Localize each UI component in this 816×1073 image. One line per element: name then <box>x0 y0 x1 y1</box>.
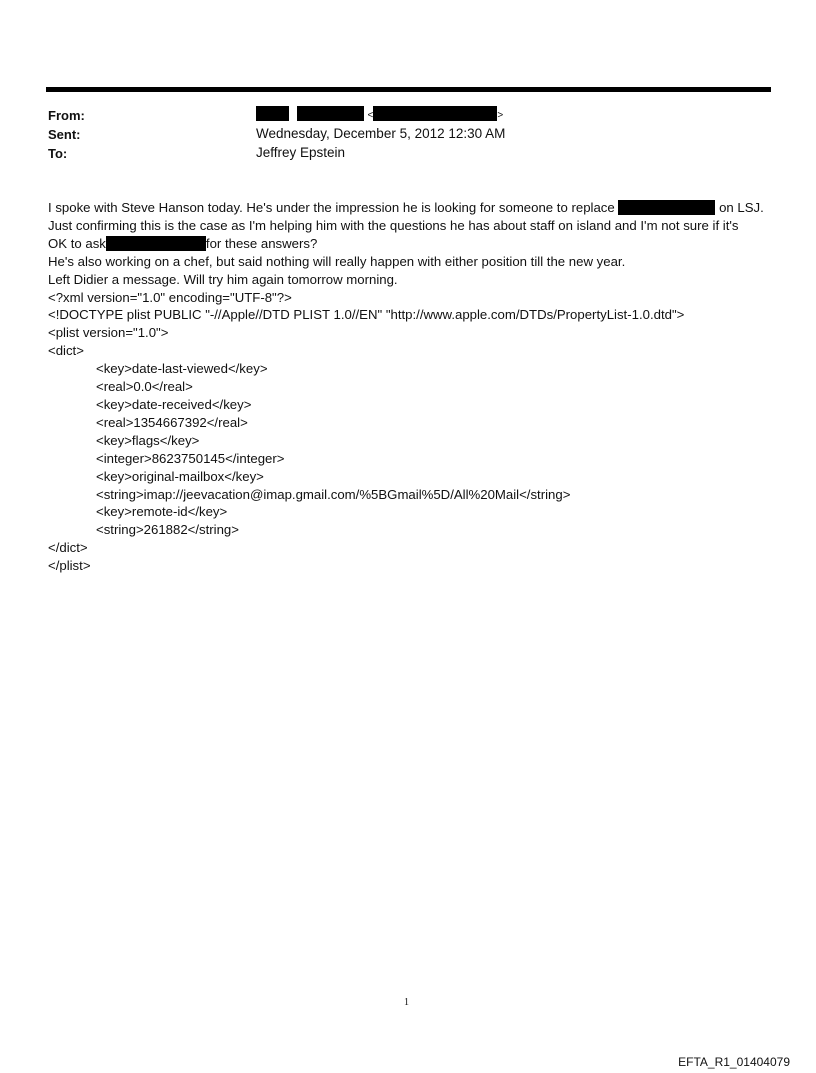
header-rule <box>46 87 771 92</box>
xml-line: <key>remote-id</key> <box>96 504 228 520</box>
xml-line: <plist version="1.0"> <box>48 325 169 341</box>
xml-line: <!DOCTYPE plist PUBLIC "-//Apple//DTD PLIST 1.0//EN" "http://www.apple.com/DTDs/PropertyList-1.0.dtd"> <box>48 307 685 323</box>
xml-line: <string>imap://jeevacation@imap.gmail.com/%5BGmail%5D/All%20Mail</string> <box>96 486 571 502</box>
redaction-box <box>297 106 364 121</box>
page-number: 1 <box>404 997 409 1008</box>
xml-line: <string>261882</string> <box>96 522 239 538</box>
email-close-bracket: > <box>497 110 504 121</box>
xml-line: <integer>8623750145</integer> <box>96 450 285 466</box>
xml-line: </dict> <box>48 540 88 556</box>
document-id: EFTA_R1_01404079 <box>678 1055 790 1069</box>
xml-line: <real>1354667392</real> <box>96 414 248 430</box>
body-line: I spoke with Steve Hanson today. He's under the impression he is looking for someone to replace on LSJ. <box>48 200 764 215</box>
redaction-box <box>373 106 497 121</box>
redaction-box <box>106 236 206 251</box>
sent-label: Sent: <box>48 127 81 142</box>
xml-line: <key>flags</key> <box>96 432 200 448</box>
xml-line: <?xml version="1.0" encoding="UTF-8"?> <box>48 289 292 305</box>
redaction-box <box>256 106 289 121</box>
body-line: Left Didier a message. Will try him again tomorrow morning. <box>48 271 398 287</box>
xml-line: <key>date-received</key> <box>96 396 252 412</box>
to-label: To: <box>48 146 68 161</box>
xml-line: <key>date-last-viewed</key> <box>96 361 268 377</box>
xml-line: </plist> <box>48 558 91 574</box>
body-line: Just confirming this is the case as I'm helping him with the questions he has about staff on island and I'm not sure if it's <box>48 217 739 233</box>
sent-value: Wednesday, December 5, 2012 12:30 AM <box>256 126 506 141</box>
email-open-bracket: < <box>367 110 374 121</box>
from-label: From: <box>48 108 85 123</box>
xml-line: <dict> <box>48 343 84 359</box>
xml-line: <key>original-mailbox</key> <box>96 468 264 484</box>
xml-line: <real>0.0</real> <box>96 379 193 395</box>
from-value <box>256 106 503 121</box>
message-body <box>48 199 778 575</box>
body-line: He's also working on a chef, but said nothing will really happen with either position till the new year. <box>48 253 626 269</box>
redaction-box <box>618 200 715 215</box>
to-value: Jeffrey Epstein <box>256 145 346 160</box>
body-line: OK to ask for these answers? <box>48 235 318 251</box>
